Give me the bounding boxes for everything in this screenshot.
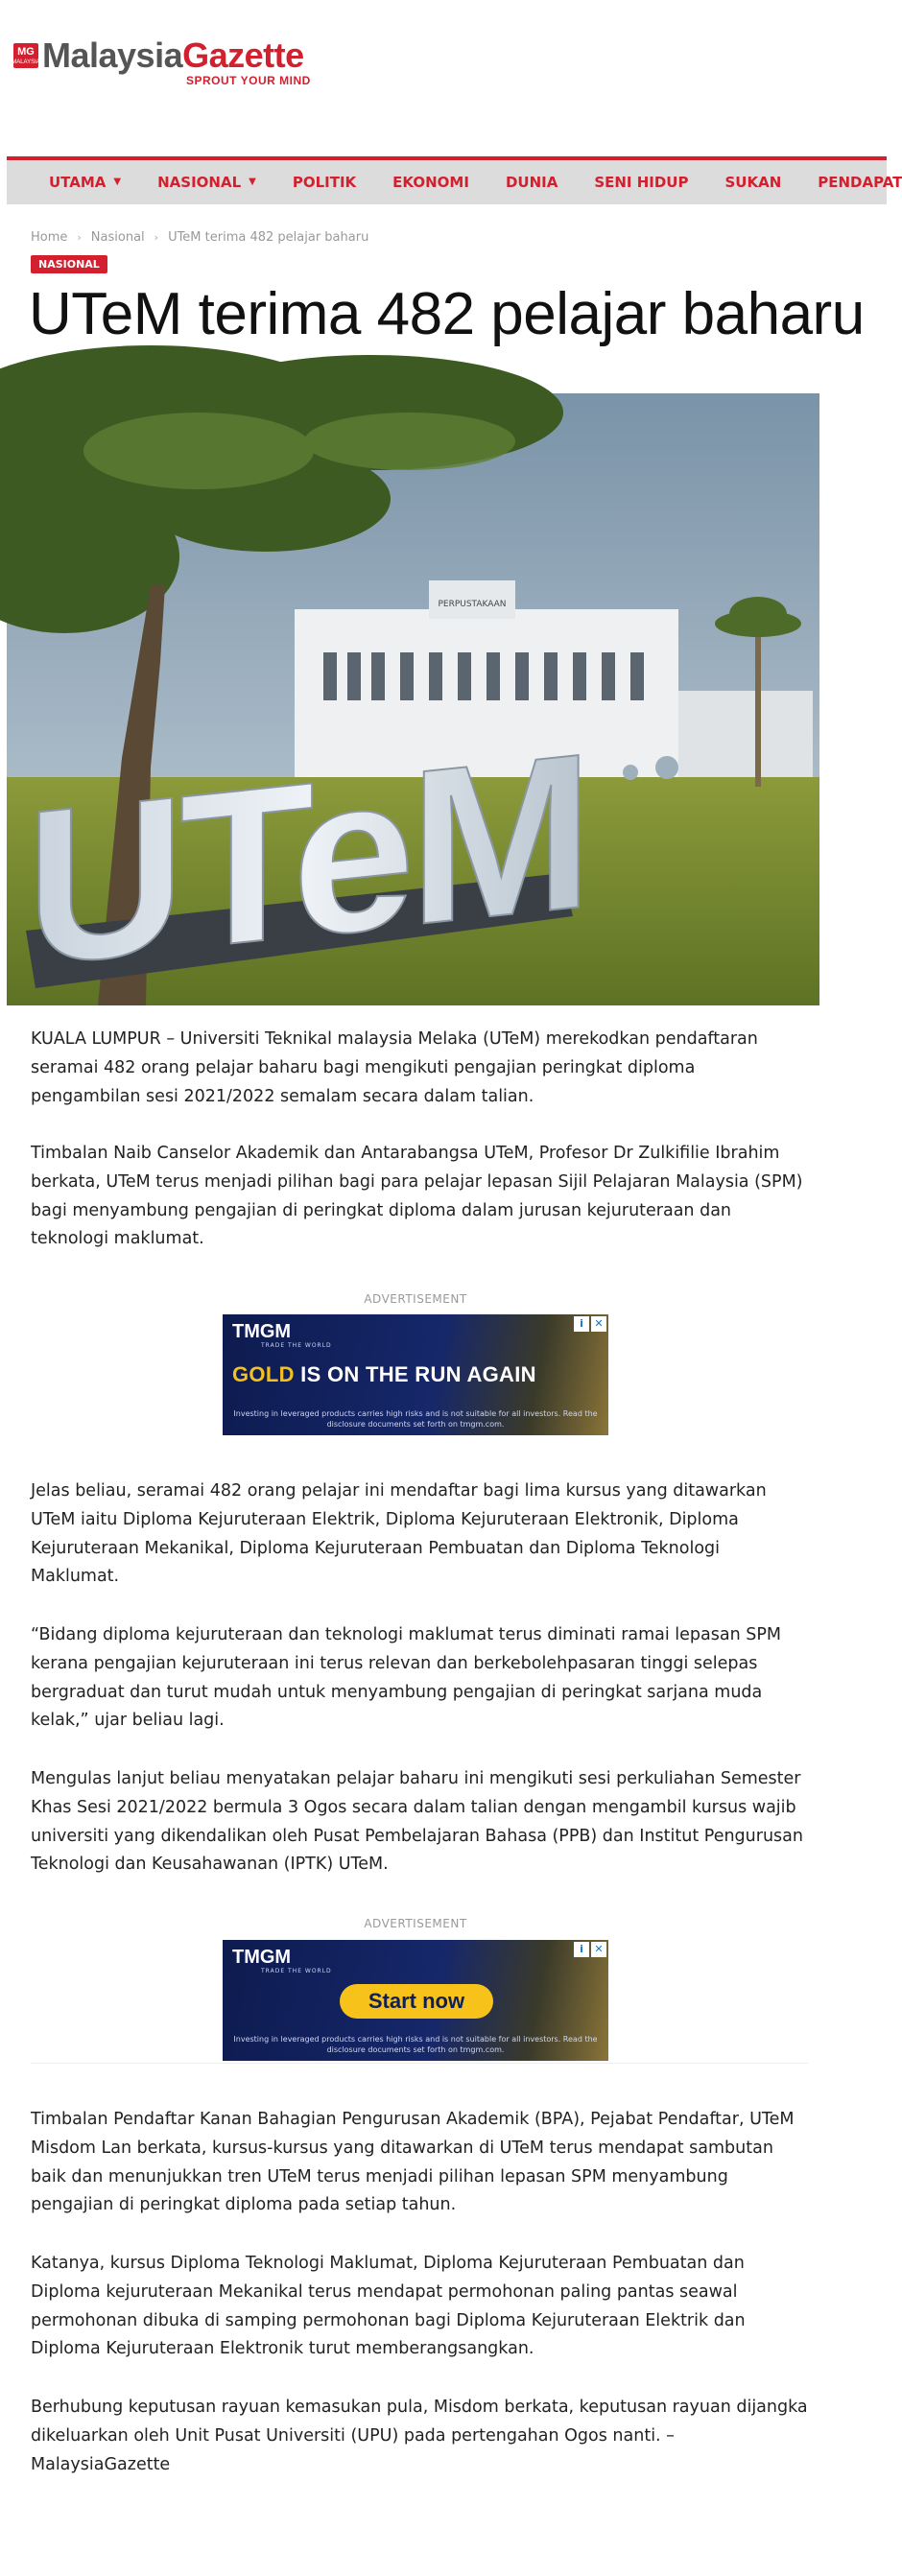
ad-brand-sub: TRADE THE WORLD — [261, 1968, 332, 1974]
ad-brand: TMGM — [232, 1947, 292, 1968]
article-paragraph: Katanya, kursus Diploma Teknologi Maklumat, Diploma Kejuruteraan Pembuatan dan Diploma kejuruteraan Mekanikal terus mendapat permohonan paling pantas seawal permohonan dibuka di samping permohonan bagi Diploma Kejuruteraan Elektrik dan Diploma Kejuruteraan Elektronik turut memberangsangkan. — [31, 2254, 746, 2359]
nav-item-label: DUNIA — [505, 173, 558, 191]
article-paragraph: “Bidang diploma kejuruteraan dan teknologi maklumat terus diminati ramai lepasan SPM kerana pengajian kejuruteraan ini terus relevan dan berkebolehpasaran tinggi selepas bergraduat dan turut mudah untuk menyambung pengajian di peringkat sarjana muda kelak,” ujar beliau lagi. — [31, 1625, 782, 1731]
breadcrumb-home[interactable]: Home — [31, 230, 68, 245]
article-title: UTeM terima 482 pelajar baharu — [29, 281, 865, 347]
article-paragraph: KUALA LUMPUR – Universiti Teknikal malaysia Melaka (UTeM) merekodkan pendaftaran seramai 482 orang pelajar baharu bagi mengikuti pengajian peringkat diploma pengambilan sesi 2021/2022 semalam secara dalam talian. — [31, 1029, 758, 1106]
nav-item-seni-hidup[interactable] — [594, 173, 689, 191]
advertisement-banner[interactable] — [223, 1940, 608, 2061]
ad-choices[interactable] — [572, 1316, 606, 1332]
site-logo[interactable] — [12, 35, 311, 87]
ad-brand: TMGM — [232, 1321, 292, 1342]
article-paragraph: Jelas beliau, seramai 482 orang pelajar ini mendaftar bagi lima kursus yang ditawarkan UTeM iaitu Diploma Kejuruteraan Elektrik, Diploma Kejuruteraan Elektronik, Diploma Kejuruteraan Mekanikal, Diploma Kejuruteraan Pembuatan dan Diploma Teknologi Maklumat. — [31, 1481, 767, 1587]
breadcrumb-current: UTeM terima 482 pelajar baharu — [168, 230, 369, 245]
ad-cta-button[interactable]: Start now — [340, 1984, 493, 2019]
ad-close-icon[interactable]: ✕ — [591, 1942, 606, 1957]
ad-disclaimer: Investing in leveraged products carries high risks and is not suitable for all investors. Read the disclosure documents set forth on tmgm.com. — [233, 1409, 598, 1429]
breadcrumb-section[interactable]: Nasional — [90, 230, 145, 245]
hero-building-sign: PERPUSTAKAAN — [438, 600, 507, 609]
ad-headline-rest: IS ON THE RUN AGAIN — [294, 1362, 536, 1386]
ad-headline — [232, 1364, 536, 1385]
nav-item-utama[interactable] — [49, 173, 122, 191]
divider — [31, 2063, 808, 2064]
category-badge[interactable]: NASIONAL — [31, 255, 107, 273]
logo-part-gazette: Gazette — [182, 35, 304, 75]
hero-image — [7, 393, 819, 1012]
ad-brand-sub: TRADE THE WORLD — [261, 1342, 332, 1349]
main-nav — [7, 156, 902, 204]
chevron-right-icon: › — [154, 231, 159, 244]
nav-item-label: PENDAPAT — [818, 173, 902, 191]
article-paragraph: Timbalan Naib Canselor Akademik dan Antarabangsa UTeM, Profesor Dr Zulkifilie Ibrahim berkata, UTeM terus menjadi pilihan bagi para pelajar lepasan Sijil Pelajaran Malaysia (SPM) bagi menyambung pengajian di peringkat diploma dalam jurusan kejuruteraan dan teknologi maklumat. — [31, 1144, 803, 1249]
hero-utem-letters: UTeM — [26, 705, 588, 1012]
logo-tagline: SPROUT YOUR MIND — [186, 74, 311, 87]
nav-item-nasional[interactable] — [157, 173, 256, 191]
nav-item-label: NASIONAL — [157, 173, 242, 191]
nav-item-pendapat[interactable] — [818, 173, 902, 191]
logo-part-malaysia: Malaysia — [42, 35, 183, 75]
ad-label: ADVERTISEMENT — [364, 1292, 467, 1306]
ad-disclaimer: Investing in leveraged products carries high risks and is not suitable for all investors. Read the disclosure documents set forth on tmgm.com. — [233, 2035, 598, 2054]
article-paragraph: Mengulas lanjut beliau menyatakan pelajar baharu ini mengikuti sesi perkuliahan Semester Khas Sesi 2021/2022 bermula 3 Ogos secara dalam talian dengan mengambil kursus wajib universiti yang dikendalikan oleh Pusat Pembelajaran Bahasa (PPB) dan Institut Pengurusan Teknologi dan Keusahawanan (IPTK) UTeM. — [31, 1769, 803, 1875]
nav-item-label: SUKAN — [724, 173, 782, 191]
ad-label: ADVERTISEMENT — [364, 1917, 467, 1930]
chevron-right-icon: › — [77, 231, 82, 244]
chevron-down-icon: ▼ — [113, 177, 122, 187]
logo-wordmark — [42, 35, 311, 87]
nav-item-label: SENI HIDUP — [594, 173, 689, 191]
logo-badge: MG MALAYSIA — [13, 43, 38, 68]
nav-item-sukan[interactable] — [724, 173, 782, 191]
chevron-down-icon: ▼ — [249, 177, 256, 187]
advertisement-banner[interactable] — [223, 1314, 608, 1435]
nav-item-dunia[interactable] — [505, 173, 558, 191]
ad-choices[interactable] — [572, 1942, 606, 1957]
nav-item-label: EKONOMI — [392, 173, 469, 191]
nav-item-politik[interactable] — [292, 173, 357, 191]
nav-item-label: UTAMA — [49, 173, 107, 191]
nav-item-label: POLITIK — [292, 173, 357, 191]
breadcrumb — [31, 231, 368, 244]
article-paragraph: Berhubung keputusan rayuan kemasukan pula, Misdom berkata, keputusan rayuan dijangka dikeluarkan oleh Unit Pusat Universiti (UPU) pada pertengahan Ogos nanti. – MalaysiaGazette — [31, 2398, 808, 2474]
nav-item-ekonomi[interactable] — [392, 173, 469, 191]
article-paragraph: Timbalan Pendaftar Kanan Bahagian Pengurusan Akademik (BPA), Pejabat Pendaftar, UTeM Misdom Lan berkata, kursus-kursus yang ditawarkan di UTeM terus mendapat sambutan baik dan menunjukkan tren UTeM terus menjadi pilihan lepasan SPM menyambung pengajian di peringkat diploma pada setiap tahun. — [31, 2110, 795, 2215]
ad-close-icon[interactable]: ✕ — [591, 1316, 606, 1332]
ad-headline-gold: GOLD — [232, 1362, 295, 1386]
ad-info-icon[interactable]: i — [574, 1942, 589, 1957]
ad-info-icon[interactable]: i — [574, 1316, 589, 1332]
